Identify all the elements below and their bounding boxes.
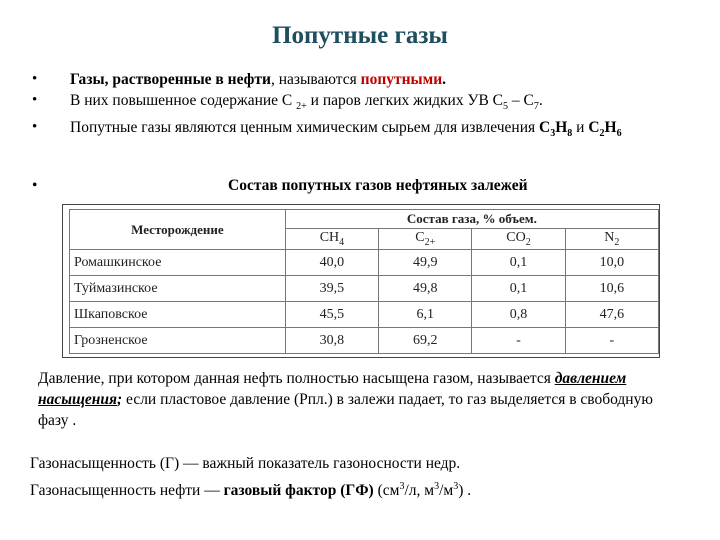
bullet-1-bold: Газы, растворенные в нефти: [70, 71, 271, 88]
field-name: Ромашкинское: [70, 250, 286, 276]
cell-value: 0,1: [472, 276, 565, 302]
saturation-pressure-paragraph: [38, 368, 678, 431]
bullet-dot: •: [32, 71, 38, 87]
bullet-3-sub-1: 3: [550, 128, 556, 140]
header-co2: [472, 229, 565, 250]
cell-value: 10,6: [565, 276, 658, 302]
para2-gas-factor: газовый фактор (ГФ): [223, 482, 374, 500]
cell-value: 39,5: [285, 276, 378, 302]
para2-line-2: [30, 475, 690, 502]
cell-value: 40,0: [285, 250, 378, 276]
bullet-1-mid: , называются: [270, 71, 361, 88]
bullet-1-highlight: попутными: [360, 71, 443, 88]
cell-value: 49,8: [379, 276, 472, 302]
cell-value: 6,1: [379, 302, 472, 328]
cell-value: 10,0: [565, 250, 658, 276]
para2-unit-d: ) .: [458, 482, 472, 500]
bullet-3-sub-3: 2: [599, 128, 605, 140]
para2-line2-pre: Газонасыщенность нефти —: [30, 482, 224, 500]
para1-pre: Давление, при котором данная нефть полностью насыщена газом, называется: [38, 370, 555, 387]
header-co2-sub: 2: [525, 236, 531, 248]
bullet-item-2: [30, 91, 690, 116]
header-co2-base: CO: [506, 230, 526, 246]
cell-value: 69,2: [379, 328, 472, 354]
bullet-3-sub-4: 6: [616, 128, 622, 140]
table-caption: Состав попутных газов нефтяных залежей: [228, 177, 528, 194]
para1-term-end: ;: [117, 391, 123, 408]
gas-composition-table: [69, 209, 659, 354]
bullet-dot: •: [32, 92, 38, 108]
header-field: Месторождение: [70, 210, 286, 250]
cell-value: -: [565, 328, 658, 354]
header-ch4-base: CH: [319, 230, 340, 246]
header-ch4-sub: 4: [339, 236, 345, 248]
cell-value: -: [472, 328, 565, 354]
bullet-3-formula-2a: С: [588, 119, 600, 137]
header-c2plus-base: C: [415, 230, 425, 246]
bullet-dot: •: [32, 119, 38, 136]
bullet-3-formula-1a: С: [539, 119, 551, 137]
para1-post: если пластовое давление (Рпл.) в залежи падает, то газ выделяется в свободную фазу .: [38, 391, 653, 429]
cell-value: 45,5: [285, 302, 378, 328]
field-name: Туймазинское: [70, 276, 286, 302]
bullet-item-3: [30, 118, 690, 143]
para2-sup-2: 3: [434, 481, 440, 492]
bullet-3-sub-2: 8: [567, 128, 573, 140]
bullet-3-mid: и: [572, 119, 589, 137]
header-c2plus: [379, 229, 472, 250]
bullet-2-sub-1: 2+: [296, 101, 307, 113]
table-row: [70, 328, 659, 354]
page-title: Попутные газы: [272, 22, 448, 49]
field-name: Шкаповское: [70, 302, 286, 328]
bullet-3-formula-2b: Н: [604, 119, 617, 137]
table-row: [70, 302, 659, 328]
cell-value: 0,8: [472, 302, 565, 328]
bullet-1-end: .: [442, 71, 447, 88]
header-group: Состав газа, % объем.: [285, 210, 658, 229]
bullet-2-pre: В них повышенное содержание С: [70, 92, 297, 109]
field-name: Грозненское: [70, 328, 286, 354]
table-header-row-1: [70, 210, 659, 229]
para2-sup-1: 3: [399, 481, 405, 492]
para2-unit-b: /л, м: [404, 482, 435, 500]
header-n2: [565, 229, 658, 250]
bullet-2-sub-2: 5: [503, 101, 508, 113]
cell-value: 0,1: [472, 250, 565, 276]
header-n2-base: N: [604, 230, 615, 246]
table-row: [70, 276, 659, 302]
cell-value: 49,9: [379, 250, 472, 276]
para2-sup-3: 3: [453, 481, 459, 492]
gas-saturation-paragraph: [30, 452, 690, 502]
bullet-list: [30, 70, 690, 145]
header-ch4: [285, 229, 378, 250]
bullet-3-formula-1b: Н: [555, 119, 568, 137]
para2-line-1: Газонасыщенность (Г) — важный показатель газоносности недр.: [30, 455, 461, 472]
bullet-2-sub-3: 7: [533, 101, 539, 113]
bullet-item-1: [30, 70, 690, 89]
para2-unit-a: (см: [373, 482, 400, 500]
para2-unit-c: /м: [439, 482, 454, 500]
gas-composition-table-frame: [62, 204, 660, 358]
bullet-2-end: .: [538, 92, 543, 109]
cell-value: 47,6: [565, 302, 658, 328]
table-row: [70, 250, 659, 276]
header-n2-sub: 2: [614, 236, 620, 248]
bullet-dot: •: [32, 177, 38, 194]
para1-term: давлением насыщения: [38, 370, 627, 408]
cell-value: 30,8: [285, 328, 378, 354]
bullet-3-pre: Попутные газы являются ценным химическим сырьем для извлечения: [70, 119, 539, 137]
bullet-2-mid: и паров легких жидких УВ С: [306, 92, 503, 109]
header-c2plus-sub: 2+: [424, 236, 436, 248]
bullet-2-mid2: – С: [508, 92, 534, 109]
